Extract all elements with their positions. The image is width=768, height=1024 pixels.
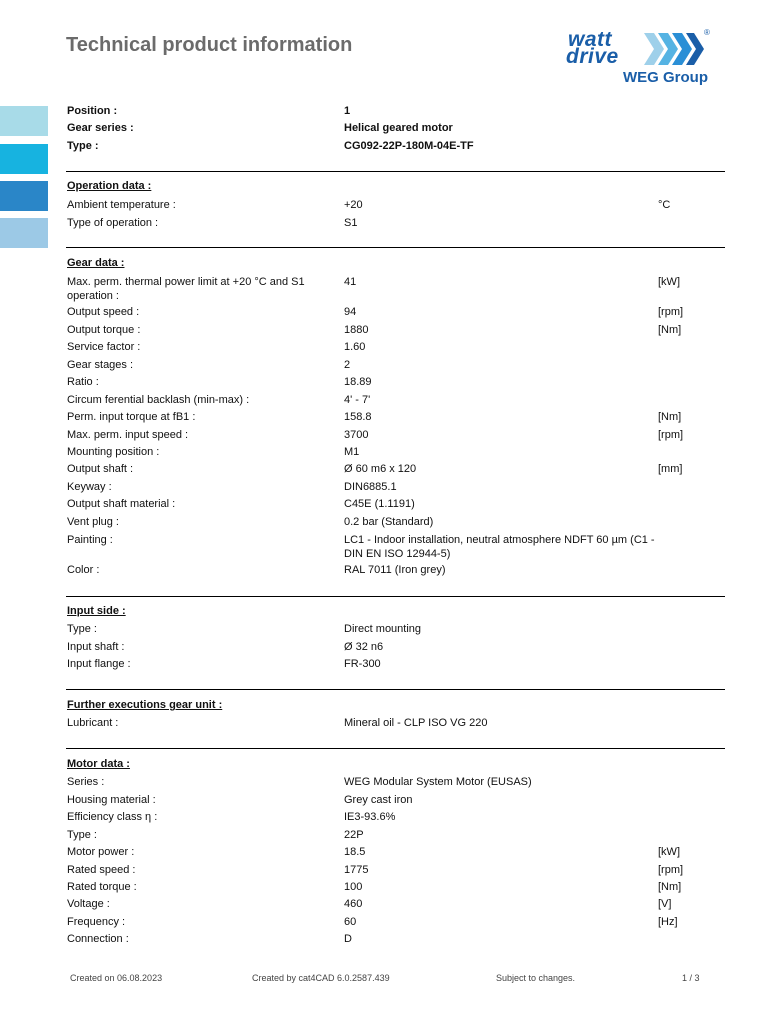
table-row — [0, 657, 768, 673]
table-row — [0, 275, 768, 305]
row-value: 4' - 7' — [344, 394, 371, 406]
type-label: Type : — [67, 140, 99, 152]
position-row — [0, 104, 768, 120]
row-label: Painting : — [67, 534, 113, 546]
row-value: 1880 — [344, 324, 369, 336]
table-row — [0, 880, 768, 896]
row-unit: [kW] — [658, 846, 680, 858]
row-label: Output shaft : — [67, 463, 134, 475]
further-heading: Further executions gear unit : — [67, 699, 223, 711]
row-value: Mineral oil - CLP ISO VG 220 — [344, 717, 488, 729]
row-value: FR-300 — [344, 658, 381, 670]
table-row — [0, 480, 768, 496]
row-label: Output shaft material : — [67, 498, 176, 510]
logo-text-watt: watt — [568, 28, 612, 51]
row-value: Direct mounting — [344, 623, 422, 635]
input-heading: Input side : — [67, 605, 126, 617]
table-row — [0, 198, 768, 214]
section-divider — [66, 689, 725, 690]
operation-heading: Operation data : — [67, 180, 152, 192]
gear-heading: Gear data : — [67, 257, 125, 269]
row-unit: [mm] — [658, 463, 683, 475]
row-label: Max. perm. input speed : — [67, 429, 189, 441]
row-label: Vent plug : — [67, 516, 119, 528]
table-row — [0, 410, 768, 426]
row-value: D — [344, 933, 352, 945]
row-value: DIN6885.1 — [344, 481, 397, 493]
position-value: 1 — [344, 105, 351, 117]
row-label: Type : — [67, 829, 97, 841]
row-unit: [Nm] — [658, 881, 682, 893]
logo-text-weg-group: WEG Group — [623, 69, 708, 86]
table-row — [0, 358, 768, 374]
motor-heading: Motor data : — [67, 758, 130, 770]
table-row — [0, 775, 768, 791]
row-unit: [rpm] — [658, 864, 684, 876]
row-value: 18.89 — [344, 376, 372, 388]
table-row — [0, 305, 768, 321]
type-row — [0, 139, 768, 155]
position-label: Position : — [67, 105, 118, 117]
table-row — [0, 340, 768, 356]
row-label: Ratio : — [67, 376, 99, 388]
row-value: Ø 32 n6 — [344, 641, 384, 653]
row-label: Output torque : — [67, 324, 141, 336]
table-row — [0, 640, 768, 656]
row-label: Mounting position : — [67, 446, 160, 458]
row-unit: [Nm] — [658, 411, 682, 423]
row-label: Color : — [67, 564, 100, 576]
table-row — [0, 716, 768, 732]
table-row — [0, 810, 768, 826]
gear-series-value: Helical geared motor — [344, 122, 453, 134]
row-label: Max. perm. thermal power limit at +20 °C and S1 operation : — [67, 276, 305, 302]
row-label: Output speed : — [67, 306, 140, 318]
row-value: IE3-93.6% — [344, 811, 396, 823]
row-value: 100 — [344, 881, 363, 893]
table-row — [0, 375, 768, 391]
row-value: WEG Modular System Motor (EUSAS) — [344, 776, 532, 788]
row-value: 94 — [344, 306, 357, 318]
footer-page-number: 1 / 3 — [682, 973, 700, 983]
row-label: Voltage : — [67, 898, 110, 910]
table-row — [0, 932, 768, 948]
chevron-arrows-icon — [644, 31, 706, 67]
row-label: Rated torque : — [67, 881, 137, 893]
gear-series-row — [0, 121, 768, 137]
row-label: Series : — [67, 776, 105, 788]
row-label: Ambient temperature : — [67, 199, 176, 211]
footer-created-by: Created by cat4CAD 6.0.2587.439 — [252, 973, 390, 983]
row-value: 460 — [344, 898, 363, 910]
logo-text-drive: drive — [566, 45, 619, 68]
row-value: S1 — [344, 217, 358, 229]
table-row — [0, 622, 768, 638]
row-value: C45E (1.1191) — [344, 498, 415, 510]
row-value: Grey cast iron — [344, 794, 413, 806]
table-row — [0, 563, 768, 579]
row-value: 158.8 — [344, 411, 372, 423]
table-row — [0, 445, 768, 461]
row-value: 18.5 — [344, 846, 366, 858]
row-value: 1775 — [344, 864, 369, 876]
row-unit: [Nm] — [658, 324, 682, 336]
row-label: Service factor : — [67, 341, 141, 353]
row-label: Perm. input torque at fB1 : — [67, 411, 196, 423]
row-value: LC1 - Indoor installation, neutral atmosphere NDFT 60 µm (C1 - DIN EN ISO 12944-5) — [344, 534, 655, 560]
table-row — [0, 216, 768, 232]
type-value: CG092-22P-180M-04E-TF — [344, 140, 474, 152]
table-row — [0, 533, 768, 563]
row-value: 2 — [344, 359, 351, 371]
row-label: Rated speed : — [67, 864, 136, 876]
footer-subject-to-changes: Subject to changes. — [496, 973, 576, 983]
watt-drive-logo — [566, 28, 716, 88]
footer-created-on: Created on 06.08.2023 — [70, 973, 163, 983]
table-row — [0, 428, 768, 444]
row-value: 3700 — [344, 429, 369, 441]
table-row — [0, 863, 768, 879]
row-value: +20 — [344, 199, 363, 211]
table-row — [0, 828, 768, 844]
row-value: 22P — [344, 829, 364, 841]
table-row — [0, 393, 768, 409]
row-label: Efficiency class η : — [67, 811, 158, 823]
row-unit: [rpm] — [658, 429, 684, 441]
row-unit: [rpm] — [658, 306, 684, 318]
row-value: 1.60 — [344, 341, 366, 353]
row-value: 41 — [344, 276, 357, 288]
row-value: Ø 60 m6 x 120 — [344, 463, 417, 475]
row-label: Type of operation : — [67, 217, 159, 229]
row-label: Connection : — [67, 933, 129, 945]
row-label: Keyway : — [67, 481, 112, 493]
row-label: Circum ferential backlash (min-max) : — [67, 394, 250, 406]
row-unit: [Hz] — [658, 916, 678, 928]
table-row — [0, 515, 768, 531]
row-label: Input shaft : — [67, 641, 125, 653]
table-row — [0, 323, 768, 339]
table-row — [0, 793, 768, 809]
row-value: M1 — [344, 446, 360, 458]
row-value: 0.2 bar (Standard) — [344, 516, 434, 528]
table-row — [0, 497, 768, 513]
row-label: Type : — [67, 623, 97, 635]
row-label: Gear stages : — [67, 359, 134, 371]
row-unit: [V] — [658, 898, 672, 910]
registered-mark: ® — [704, 28, 710, 37]
section-divider — [66, 748, 725, 749]
table-row — [0, 897, 768, 913]
row-label: Motor power : — [67, 846, 135, 858]
page-title: Technical product information — [66, 34, 353, 56]
row-label: Lubricant : — [67, 717, 119, 729]
row-label: Input flange : — [67, 658, 131, 670]
table-row — [0, 462, 768, 478]
row-unit: °C — [658, 199, 671, 211]
table-row — [0, 845, 768, 861]
row-unit: [kW] — [658, 276, 680, 288]
row-value: 60 — [344, 916, 357, 928]
section-divider — [66, 171, 725, 172]
section-divider — [66, 247, 725, 248]
gear-series-label: Gear series : — [67, 122, 134, 134]
row-value: RAL 7011 (Iron grey) — [344, 564, 446, 576]
row-label: Frequency : — [67, 916, 126, 928]
row-label: Housing material : — [67, 794, 156, 806]
section-divider — [66, 596, 725, 597]
table-row — [0, 915, 768, 931]
